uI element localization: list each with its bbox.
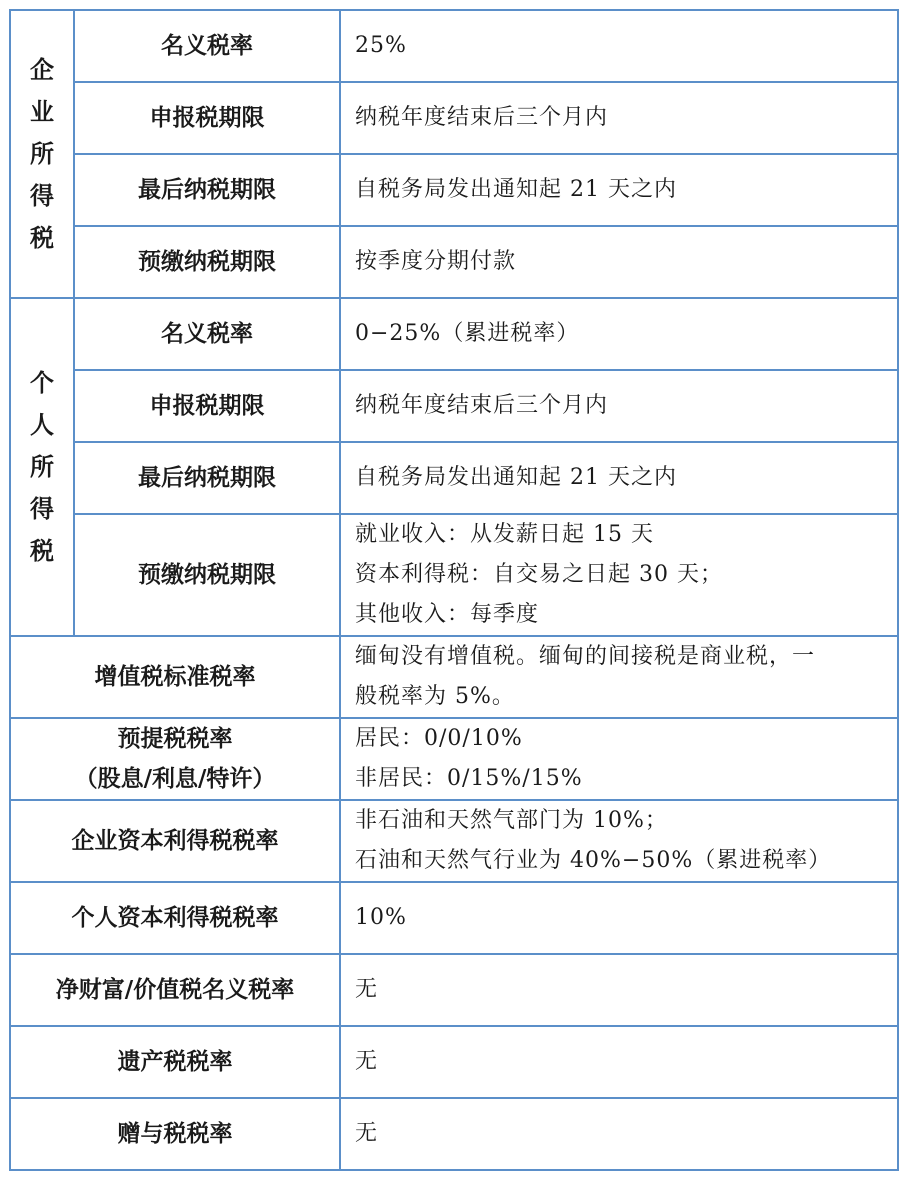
tax-info-table — [9, 9, 899, 1171]
row-value: 无 — [340, 1098, 898, 1170]
row-value: 自税务局发出通知起 21 天之内 — [340, 442, 898, 514]
table-row — [10, 370, 898, 442]
value-line: 缅甸没有增值税。缅甸的间接税是商业税，一 — [355, 644, 816, 669]
value-line: 非居民：0/15%/15% — [355, 766, 583, 791]
row-label: 最后纳税期限 — [74, 154, 340, 226]
value-line: 资本利得税：自交易之日起 30 天； — [355, 562, 723, 587]
table-row — [10, 226, 898, 298]
table-row — [10, 442, 898, 514]
row-label: 名义税率 — [74, 10, 340, 82]
row-label: 预缴纳税期限 — [74, 226, 340, 298]
row-value — [340, 800, 898, 882]
row-value: 25% — [340, 10, 898, 82]
row-label: 企业资本利得税税率 — [10, 800, 340, 882]
table-row — [10, 954, 898, 1026]
label-line: 预提税税率 — [117, 726, 233, 752]
table-row — [10, 1026, 898, 1098]
row-label: 预缴纳税期限 — [74, 514, 340, 636]
value-line: 般税率为 5%。 — [355, 684, 515, 709]
row-label: 个人资本利得税税率 — [10, 882, 340, 954]
row-label: 申报税期限 — [74, 82, 340, 154]
table-row — [10, 298, 898, 370]
table-row — [10, 514, 898, 636]
row-value: 0−25%（累进税率） — [340, 298, 898, 370]
row-value: 按季度分期付款 — [340, 226, 898, 298]
value-line: 居民：0/0/10% — [355, 726, 523, 751]
table-row — [10, 82, 898, 154]
group-individual-income-tax: 个人所得税 — [10, 298, 74, 636]
row-value: 无 — [340, 954, 898, 1026]
row-label: 申报税期限 — [74, 370, 340, 442]
table-row — [10, 154, 898, 226]
row-label: 增值税标准税率 — [10, 636, 340, 718]
table-row — [10, 718, 898, 800]
row-value: 纳税年度结束后三个月内 — [340, 370, 898, 442]
row-label: 净财富/价值税名义税率 — [10, 954, 340, 1026]
row-value — [340, 514, 898, 636]
row-value: 10% — [340, 882, 898, 954]
table-row — [10, 800, 898, 882]
row-label: 最后纳税期限 — [74, 442, 340, 514]
row-value: 自税务局发出通知起 21 天之内 — [340, 154, 898, 226]
table-row — [10, 1098, 898, 1170]
table-row — [10, 882, 898, 954]
row-label — [10, 718, 340, 800]
row-value — [340, 636, 898, 718]
value-line: 石油和天然气行业为 40%−50%（累进税率） — [355, 848, 832, 873]
group-enterprise-income-tax: 企业所得税 — [10, 10, 74, 298]
table-row — [10, 636, 898, 718]
value-line: 其他收入：每季度 — [355, 602, 540, 627]
row-label: 遗产税税率 — [10, 1026, 340, 1098]
value-line: 非石油和天然气部门为 10%； — [355, 808, 668, 833]
row-value — [340, 718, 898, 800]
label-line: （股息/利息/特许） — [74, 766, 276, 792]
row-label: 名义税率 — [74, 298, 340, 370]
table-row — [10, 10, 898, 82]
row-label: 赠与税税率 — [10, 1098, 340, 1170]
row-value: 无 — [340, 1026, 898, 1098]
row-value: 纳税年度结束后三个月内 — [340, 82, 898, 154]
value-line: 就业收入：从发薪日起 15 天 — [355, 522, 654, 547]
